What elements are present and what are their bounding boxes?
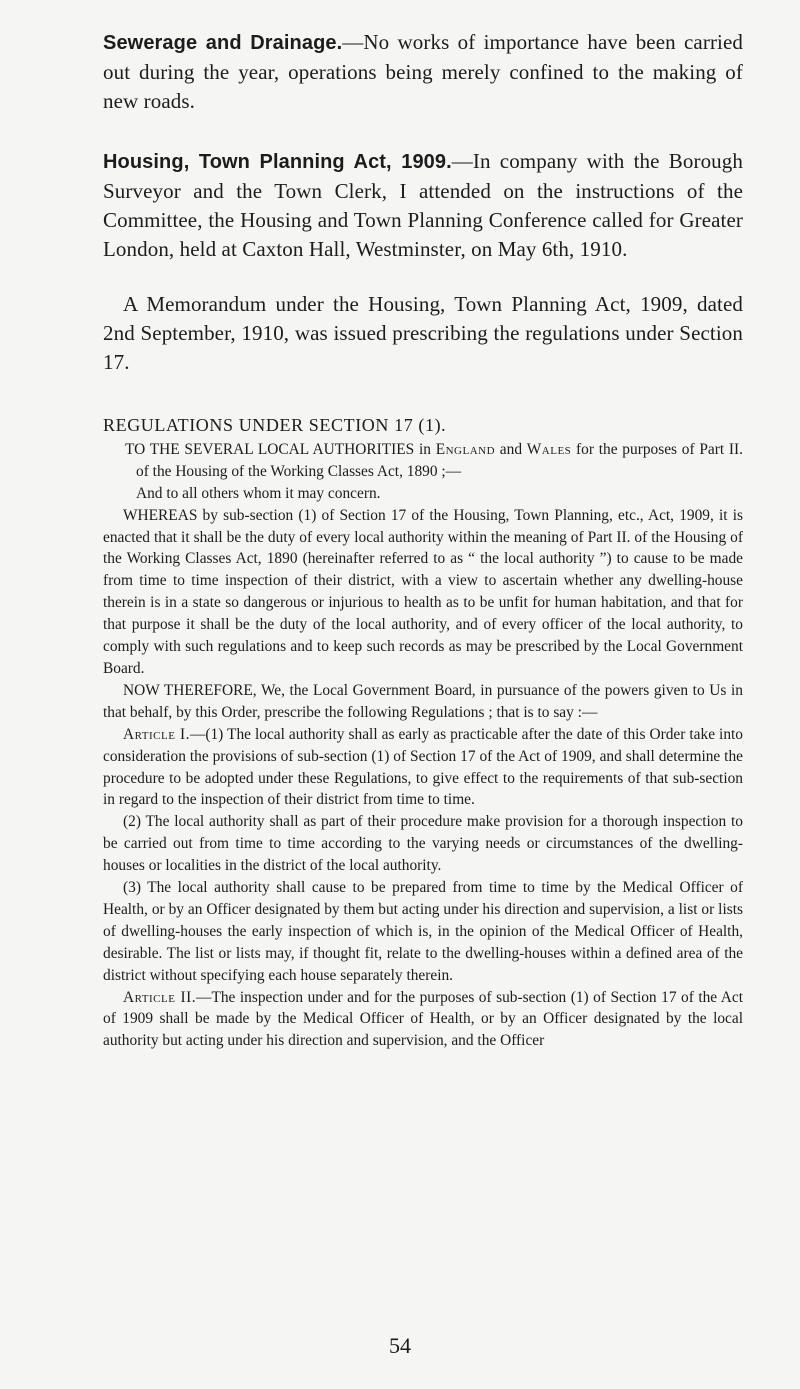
page-number: 54 [389, 1333, 411, 1358]
regulations-and-others: And to all others whom it may concern. [136, 484, 381, 502]
sewerage-text: —No works of importance have been carried out during the year, operations being merely confined to the making of new roads. [103, 30, 743, 113]
regulations-address: TO THE SEVERAL LOCAL AUTHORITIES in England and Wales for the purposes of Part II. of the Housing of the Working Classes Act, 1890 ;— [125, 440, 744, 480]
article-1-paragraph-3: (3) The local authority shall cause to be prepared from time to time by the Medical Officer of Health, or by an Officer designated by them but acting under his direction and supervision, a list or lists of dwelling-houses the early inspection of which is, in the opinion of the Medical Officer of Health, desirable. The list or lists may, if thought fit, relate to the dwelling-houses within a defined area of the district without specifying each house separately therein. [103, 879, 743, 984]
article-1-label: Article I. [123, 725, 190, 743]
memorandum-text: A Memorandum under the Housing, Town Planning Act, 1909, dated 2nd September, 1910, was issued prescribing the regulations under Section 17. [103, 292, 743, 374]
housing-heading: Housing, Town Planning Act, 1909. [103, 151, 452, 173]
article-2-paragraph: Article II.—The inspection under and for the purposes of sub-section (1) of Section 17 of the Act of 1909 shall be made by the Medical Officer of Health, or by an Officer designated by the local authority but acting under his direction and supervision, and the Officer [103, 988, 743, 1050]
regulations-block [103, 415, 743, 1052]
regulations-title: REGULATIONS UNDER SECTION 17 (1). [103, 415, 447, 435]
whereas-paragraph: WHEREAS by sub-section (1) of Section 17 of the Housing, Town Planning, etc., Act, 1909, it is enacted that it shall be the duty of every local authority within the meaning of Part II. of the Housing of the Working Classes Act, 1890 (hereinafter referred to as “ the local authority ”) to cause to be made from time to time inspection of their district, with a view to ascertain whether any dwelling-house therein is in a state so dangerous or injurious to health as to be unfit for human habitation, and that for that purpose it shall be the duty of the local authority, and of every officer of the local authority, to comply with such regulations and to keep such records as may be prescribed by the Local Government Board. [103, 506, 743, 677]
article-1-paragraph-1: Article I.—(1) The local authority shall as early as practicable after the date of this Order take into consideration the provisions of sub-section (1) of Section 17 of the Act of 1909, and shall determine the procedure to be adopted under these Regulations, to give effect to the requirements of that sub-section in regard to the inspection of their district from time to time. [103, 725, 743, 809]
housing-paragraph [103, 147, 743, 264]
housing-text: —In company with the Borough Surveyor and the Town Clerk, I attended on the instructions of the Committee, the Housing and Town Planning Conference called for Greater London, held at Caxton Hall, Westminster, on May 6th, 1910. [103, 149, 743, 261]
article-1-paragraph-2: (2) The local authority shall as part of their procedure make provision for a thorough inspection to be carried out from time to time according to the varying needs or circumstances of the dwelling-houses or localities in the district of the local authority. [103, 813, 743, 875]
article-2-label: Article II. [123, 988, 197, 1006]
memorandum-paragraph [103, 290, 743, 377]
sewerage-heading: Sewerage and Drainage. [103, 32, 343, 54]
now-therefore-paragraph: NOW THEREFORE, We, the Local Government Board, in pursuance of the powers given to Us in that behalf, by this Order, prescribe the following Regulations ; that is to say :— [103, 681, 743, 721]
sewerage-paragraph [103, 28, 743, 116]
